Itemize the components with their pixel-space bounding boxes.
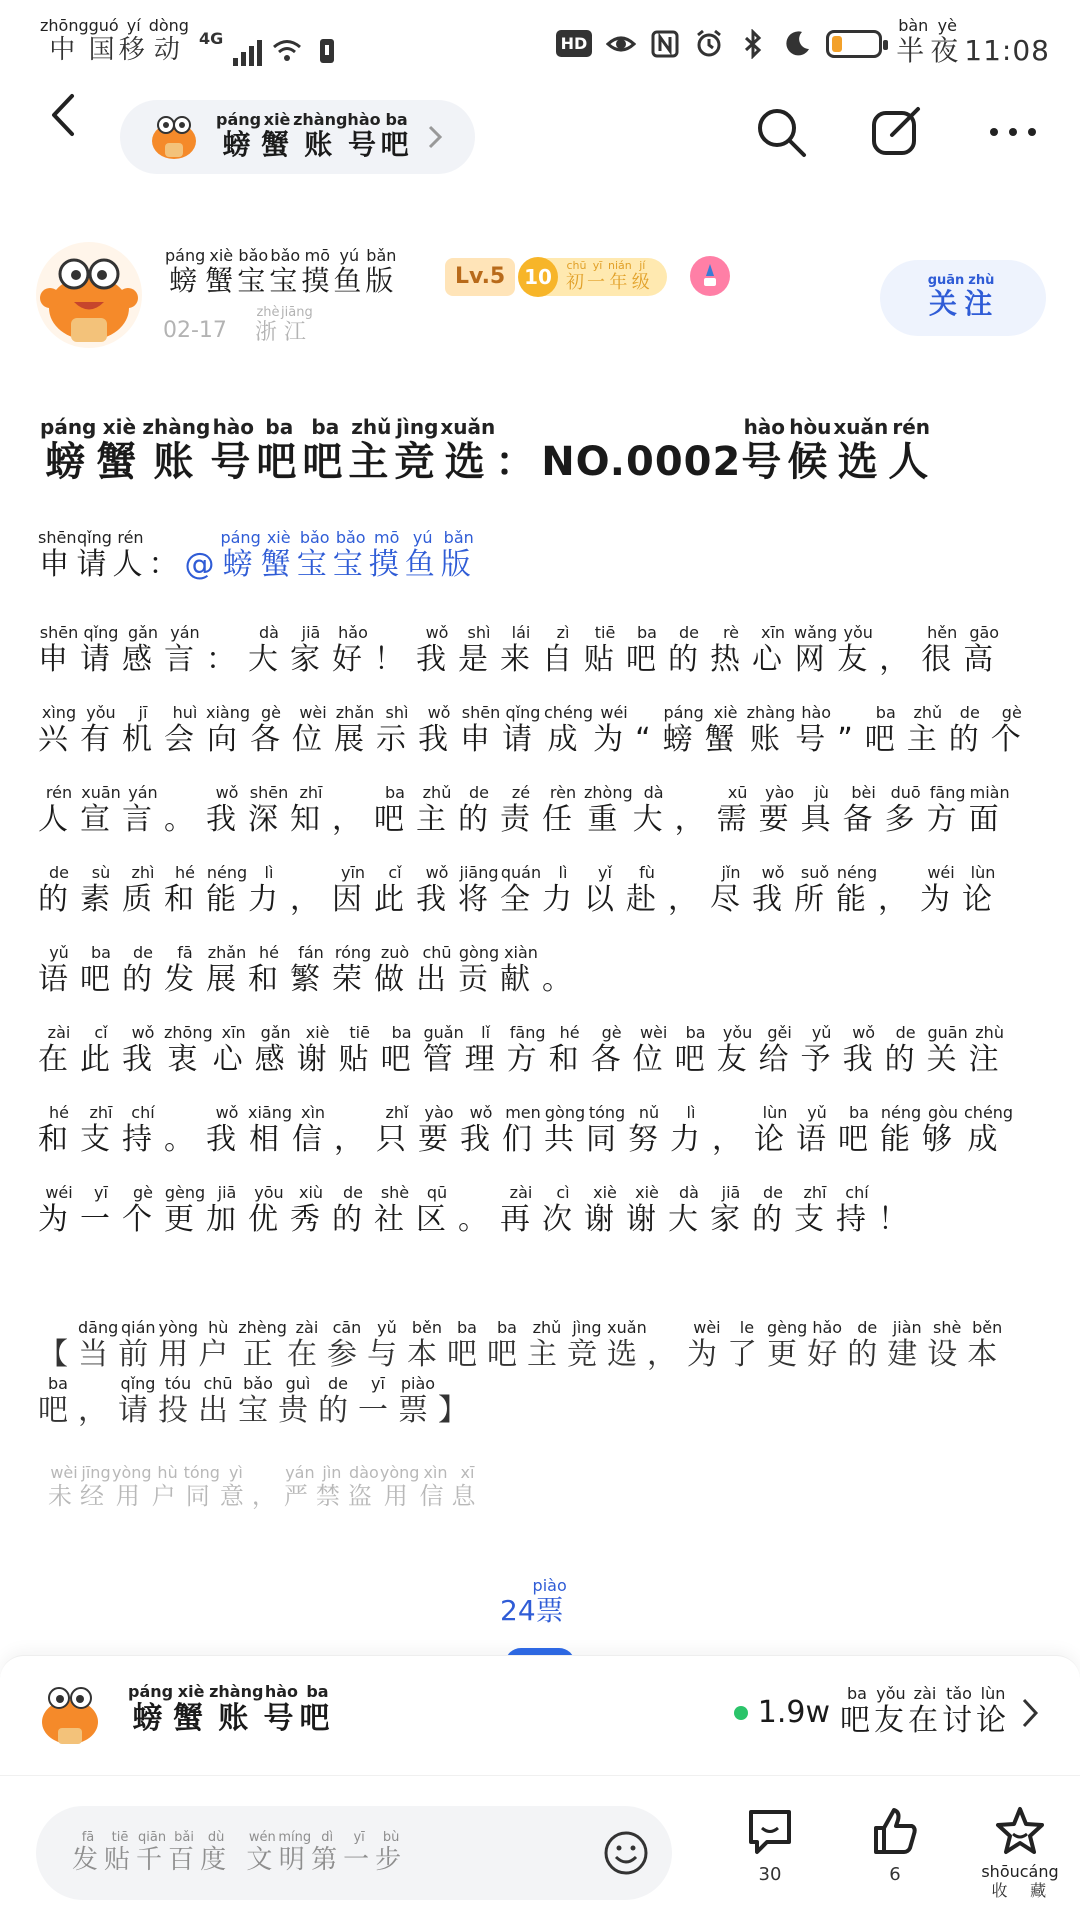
post-date: 02-17 [163,318,227,343]
forum-title: 螃páng蟹xiè账zhàng号hào吧ba [216,109,413,161]
online-text: 吧ba友yǒu在zài讨tǎo论lùn [840,1684,1010,1738]
comment-icon [743,1804,797,1858]
paragraph-2: 在zài此cǐ我wǒ衷zhōng心xīn感gǎn谢xiè贴tiē吧ba管guǎn理lǐ方fāng和hé各gè位wèi吧ba友yǒu给gěi予yǔ我wǒ的de关guān注zhù和hé支zhī持chí。我wǒ相xiāng信xìn，只zhǐ要yào我wǒ们men共gòng同tóng努nǔ力lì，论lùn语yǔ吧ba能néng够gòu成chéng为wéi一yī个gè更gèng加jiā优yōu秀xiù的de社shè区qū。再zài次cì谢xiè谢xiè大dà家jiā的de支zhī持chí！ [38,1023,1014,1237]
chevron-right-icon [1020,1696,1040,1730]
comment-button[interactable] [730,1804,810,1885]
favorite-label: 收shōu藏cáng [981,1862,1059,1900]
forum-card-name: 螃páng蟹xiè账zhàng号hào吧ba [128,1682,336,1736]
applicant-label: 申shēn请qǐng人rén： [38,528,185,582]
thumbs-up-icon [868,1804,922,1858]
crab-avatar-icon [36,242,142,348]
moon-icon [782,29,812,59]
forum-card[interactable] [0,1655,1080,1776]
battery-icon [826,30,882,58]
applicant-mention[interactable]: @螃páng蟹xiè宝bǎo宝bǎo摸mō鱼yú版bǎn [184,528,477,582]
online-dot-icon [734,1706,748,1720]
copy-warning: 未wèi经jīng用yòng户hù同tóng意yì，严yán禁jìn盗dào用yòng信xìn息xī [48,1463,484,1510]
post-location: 浙zhè江jiāng [255,305,313,345]
level-badge: Lv.5 [445,258,515,296]
back-icon[interactable] [40,90,90,140]
paragraph-1: 申shēn请qǐng感gǎn言yán：大dà家jiā好hǎo！我wǒ是shì来lái自zì贴tiē吧ba的de热rè心xīn网wǎng友yǒu，很hěn高gāo兴xìng有yǒu机jī会huì向xiàng各gè位wèi展zhǎn示shì我wǒ申shēn请qǐng成chéng为wéi“螃páng蟹xiè账zhàng号hào”吧ba主zhǔ的de个gè人rén宣xuān言yán。我wǒ深shēn知zhī，吧ba主zhǔ的de责zé任rèn重zhòng大dà，需xū要yào具jù备bèi多duō方fāng面miàn的de素sù质zhì和hé能néng力lì，因yīn此cǐ我wǒ将jiāng全quán力lì以yǐ赴fù，尽jǐn我wǒ所suǒ能néng，为wéi论lùn语yǔ吧ba的de发fā展zhǎn和hé繁fán荣róng做zuò出chū贡gòng献xiàn。 [38,623,1033,997]
favorite-button[interactable] [980,1804,1060,1901]
emoji-icon[interactable] [602,1829,650,1877]
grade-badge [520,258,667,296]
comment-input[interactable] [36,1806,672,1900]
like-button[interactable] [855,1804,935,1885]
forum-card-avatar-icon [34,1678,106,1750]
signal-icon [233,36,262,66]
bluetooth-icon [738,29,768,59]
comment-count: 30 [758,1864,782,1885]
search-icon[interactable] [754,105,808,159]
top-actions [754,105,1040,159]
vote-count[interactable]: 24票piào [500,1576,567,1627]
more-icon[interactable] [986,105,1040,159]
author-name[interactable]: 螃páng蟹xiè宝bǎo宝bǎo摸mō鱼yú版bǎn [165,246,398,297]
like-count: 6 [889,1864,901,1885]
applicant-line [38,530,477,583]
author-avatar[interactable] [36,242,142,348]
post-title: 螃páng蟹xiè账zhàng号hào吧ba吧ba主zhǔ竞jìng选xuǎn：NO.0002号hào候hòu选xuǎn人rén [40,415,935,485]
forum-pill[interactable] [120,100,475,174]
clock: 半bàn夜yè11:08 [896,16,1050,67]
brush-badge-icon [690,256,730,296]
grade-number: 10 [518,257,558,297]
eye-icon [606,29,636,59]
carrier-label: 中zhōng国guó移yí动dòng [40,16,189,65]
wifi-icon [272,36,302,66]
election-notice: 【当dāng前qián用yòng户hù正zhèng在zài参cān与yǔ本běn吧ba吧ba主zhǔ竞jìng选xuǎn，为wèi了le更gèng好hǎo的de建jiàn设shè本běn吧ba，请qǐng投tóu出chū宝bǎo贵guì的de一yī票piào】 [38,1318,1008,1428]
nfc-icon [650,29,680,59]
sim-icon [312,36,342,66]
comment-placeholder: 发fā贴tiē千qiān百bǎi度dù 文wén明míng第dì一yī步bù [72,1829,408,1875]
star-icon [993,1804,1047,1858]
share-icon[interactable] [870,105,924,159]
chevron-right-icon [425,122,445,152]
network-type: 4G [198,29,224,48]
forum-avatar-icon [148,111,200,163]
online-indicator [734,1686,1040,1739]
alarm-icon [694,29,724,59]
grade-text: 初chū一yī年nián级jí [566,259,653,293]
status-bar [40,10,1050,70]
bottom-bar [0,1775,1080,1921]
title-code: NO.0002 [541,439,742,485]
hd-icon: HD [556,30,593,57]
follow-button[interactable]: 关guān 注zhù [880,260,1046,336]
online-count: 1.9w [757,1695,830,1730]
